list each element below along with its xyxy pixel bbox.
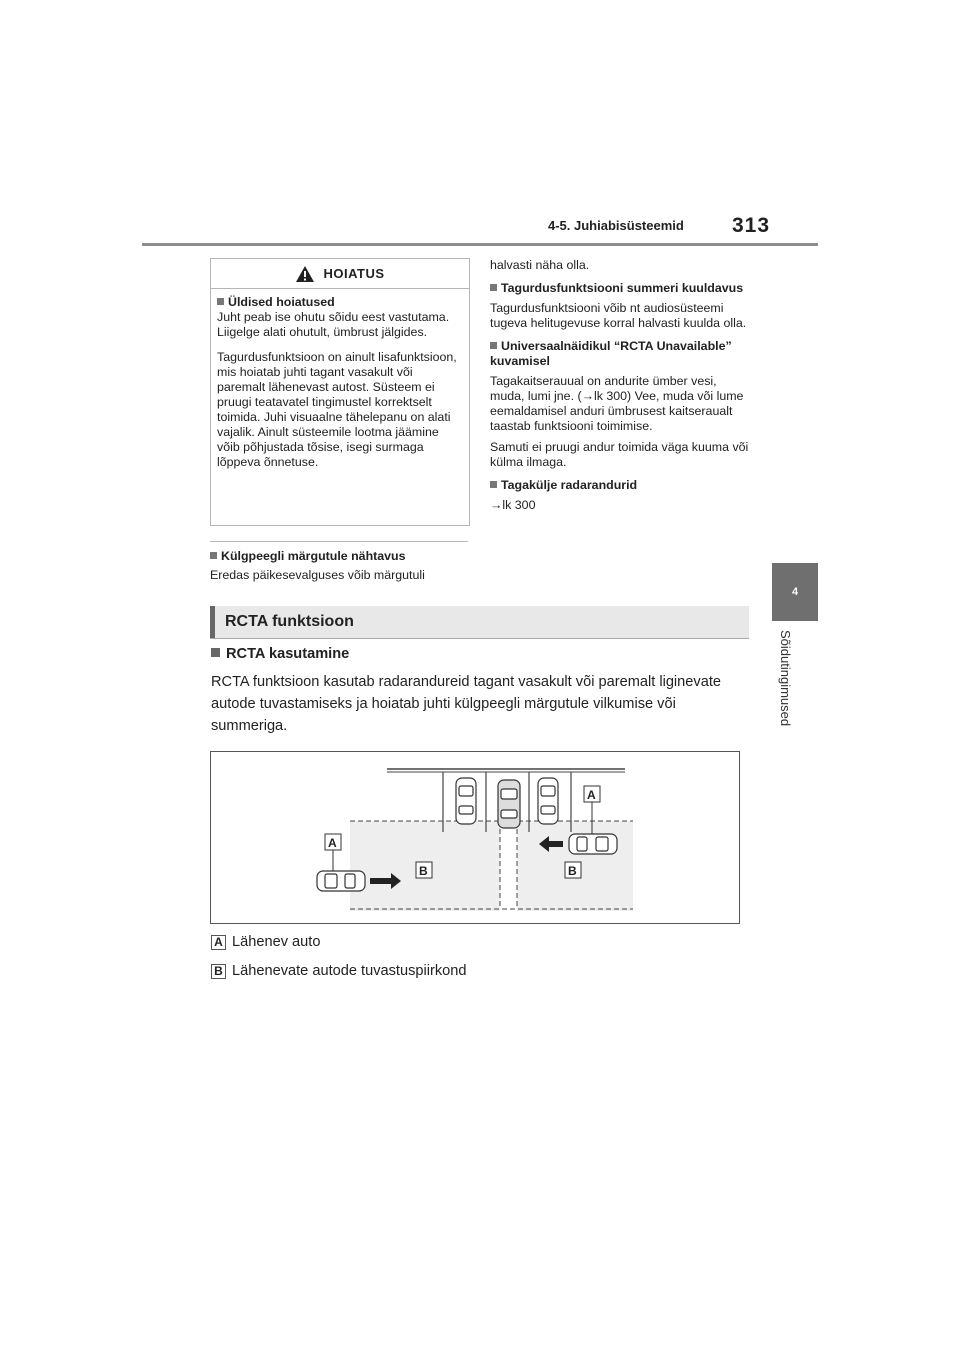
section-title-bar bbox=[210, 606, 749, 638]
warning-box bbox=[210, 258, 470, 526]
rcta-diagram bbox=[210, 751, 740, 924]
divider bbox=[210, 541, 468, 542]
square-bullet-icon bbox=[490, 481, 497, 488]
square-bullet-icon bbox=[217, 298, 224, 305]
use-text: RCTA funktsioon kasutab radarandureid tagant vasakult või paremalt liginevate autode tuvastamiseks ja hoiatab juhti külgpeegli märgutule vilkumise või summeriga. bbox=[211, 674, 721, 734]
legend-key: A bbox=[211, 935, 226, 950]
warning-paragraph-2: Tagurdusfunktsioon on ainult lisafunktsioon, mis hoiatab juhti tagant vasakult või paremalt lähenevast autost. Süsteem ei pruugi teatavatel tingimustel korrektselt toimida. Juhi visuaalne tähelepanu on alati vajalik. Ainult süsteemile lootma jäämine võib põhjustada tõsise, isegi surmaga lõppeva õnnetuse. bbox=[217, 350, 457, 469]
warning-triangle-icon bbox=[295, 265, 315, 283]
buzzer-text: Tagurdusfunktsiooni võib nt audiosüsteemi tugeva helitugevuse korral halvasti kuulda olla. bbox=[490, 301, 747, 330]
warning-title: HOIATUS bbox=[323, 266, 385, 281]
warning-paragraph-1: Juht peab ise ohutu sõidu eest vastutama. Liigelge alati ohutult, ümbrust jälgides. bbox=[217, 310, 450, 339]
chapter-label: Sõidutingimused bbox=[778, 630, 793, 727]
radar-heading: Tagakülje radarandurid bbox=[501, 478, 638, 492]
section-header-title: 4-5. Juhiabisüsteemid bbox=[548, 218, 684, 233]
unavailable-heading: Universaalnäidikul “RCTA Unavailable” kuvamisel bbox=[490, 339, 732, 368]
diagram-label-a-right: A bbox=[587, 788, 596, 802]
chapter-tab: 4 bbox=[772, 563, 818, 621]
page-number: 313 bbox=[732, 214, 771, 237]
rcta-illustration bbox=[211, 752, 739, 923]
diagram-label-b-left: B bbox=[419, 864, 428, 878]
legend-text: Lähenev auto bbox=[232, 934, 321, 950]
square-bullet-icon bbox=[490, 284, 497, 291]
radar-reference: →lk 300 bbox=[490, 498, 536, 512]
legend-item bbox=[211, 934, 320, 950]
unavailable-text-2: Samuti ei pruugi andur toimida väga kuuma või külma ilmaga. bbox=[490, 440, 749, 469]
mirror-heading: Külgpeegli märgutule nähtavus bbox=[221, 549, 406, 563]
diagram-label-b-right: B bbox=[568, 864, 577, 878]
continued-text: halvasti näha olla. bbox=[490, 258, 590, 272]
buzzer-heading: Tagurdusfunktsiooni summeri kuuldavus bbox=[501, 281, 744, 295]
header-rule bbox=[142, 243, 818, 246]
warning-header bbox=[211, 259, 469, 289]
square-bullet-icon bbox=[490, 342, 497, 349]
section-rule bbox=[210, 638, 749, 639]
legend-item bbox=[211, 963, 466, 979]
square-bullet-icon bbox=[210, 552, 217, 559]
section-title: RCTA funktsioon bbox=[225, 613, 354, 630]
use-heading: RCTA kasutamine bbox=[226, 646, 350, 662]
unavailable-text-1: Tagakaitserauual on andurite ümber vesi, muda, lumi jne. (→lk 300) Vee, muda või lume eemaldamisel anduri ümbrusest kaitseraualt taastab funktsiooni toimimise. bbox=[490, 374, 744, 433]
diagram-label-a-left: A bbox=[328, 836, 337, 850]
legend-key: B bbox=[211, 964, 226, 979]
mirror-text: Eredas päikesevalguses võib märgutuli bbox=[210, 568, 425, 582]
warning-subhead: Üldised hoiatused bbox=[228, 295, 335, 309]
square-bullet-icon bbox=[211, 648, 220, 657]
legend-text: Lähenevate autode tuvastuspiirkond bbox=[232, 963, 467, 979]
